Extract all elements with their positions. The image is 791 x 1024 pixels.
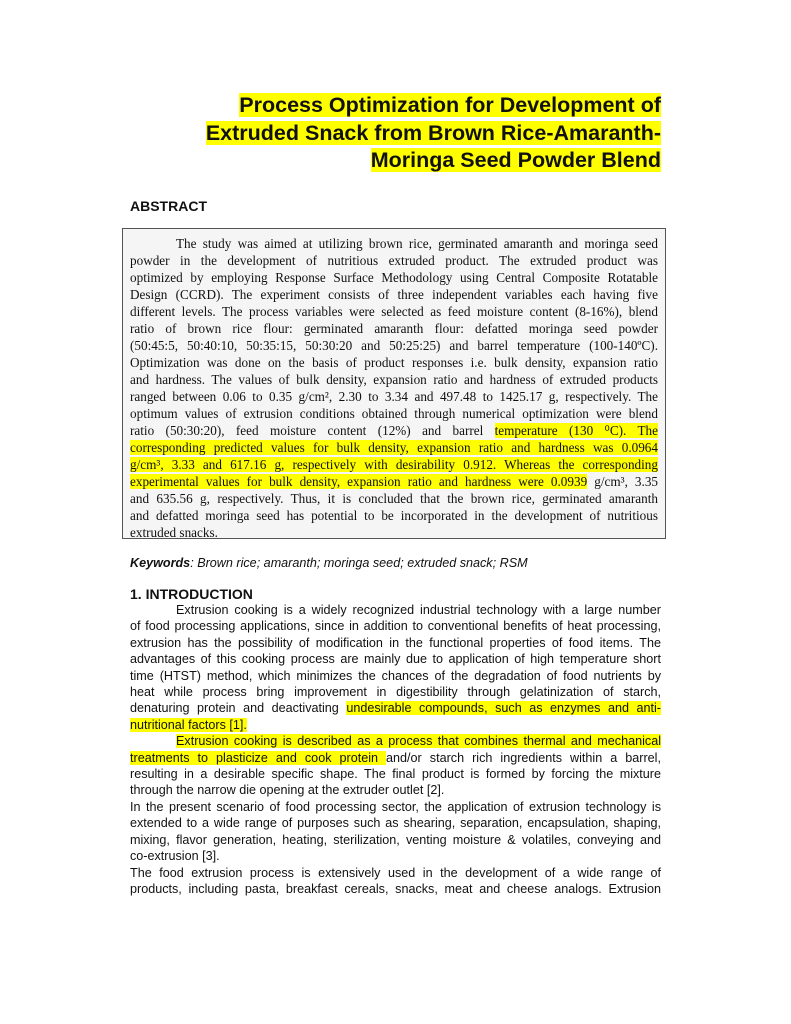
text-line	[130, 490, 658, 507]
introduction-body	[130, 602, 661, 897]
text-segment: time (HTST) method, which minimizes the chances of the degradation of food nutrients by	[130, 668, 661, 683]
text-line	[130, 618, 661, 634]
text-line	[130, 651, 661, 667]
text-line	[130, 635, 661, 651]
text-line	[130, 733, 661, 749]
text-segment: optimized by employing Response Surface Methodology using Central Composite Rotatable	[130, 270, 658, 285]
title-line: Moringa Seed Powder Blend	[370, 148, 661, 172]
text-segment: In the present scenario of food processing sector, the application of extrusion technology is	[130, 799, 661, 814]
text-line	[130, 354, 658, 371]
text-segment: The food extrusion process is extensively used in the development of a wide range of	[130, 865, 661, 880]
text-segment: ratio (50:30:20), feed moisture content (12%) and barrel	[130, 423, 495, 438]
text-segment: and defatted moringa seed has potential to be incorporated in the development of nutritious	[130, 508, 658, 523]
title-line: Extruded Snack from Brown Rice-Amaranth-	[205, 120, 661, 145]
text-line	[130, 668, 661, 684]
text-line	[130, 848, 661, 864]
abstract-heading: ABSTRACT	[130, 198, 207, 214]
text-line	[130, 405, 658, 422]
text-segment: and 635.56 g, respectively. Thus, it is concluded that the brown rice, germinated amaranth	[130, 491, 658, 506]
text-line	[130, 439, 658, 456]
text-line	[130, 235, 658, 252]
text-segment: resulting in a desirable specific shape. The final product is formed by forcing the mixture	[130, 767, 661, 782]
text-line	[130, 422, 658, 439]
text-segment: optimum values of extrusion conditions obtained through numerical optimization were blend	[130, 406, 658, 421]
text-line	[130, 717, 661, 733]
highlighted-text: undesirable compounds, such as enzymes and anti-	[346, 701, 661, 716]
text-segment: different levels. The process variables were selected as feed moisture content (8-16%), blend	[130, 304, 658, 319]
text-line	[130, 832, 661, 848]
text-line	[130, 684, 661, 700]
text-segment: ratio of brown rice flour: germinated amaranth flour: defatted moringa seed powder	[130, 321, 658, 336]
text-segment: extruded snacks.	[130, 525, 218, 540]
text-segment: of food processing applications, since in addition to conventional benefits of heat processing,	[130, 619, 661, 634]
text-line	[130, 269, 658, 286]
text-segment: co-extrusion [3].	[130, 849, 220, 864]
text-line	[130, 286, 658, 303]
text-segment: powder in the development of nutritious extruded product. The extruded product was	[130, 253, 658, 268]
text-segment: mixing, flavor generation, heating, sterilization, venting moisture & volatiles, conveying and	[130, 832, 661, 847]
text-segment: and hardness. The values of bulk density, expansion ratio and hardness of extruded products	[130, 372, 658, 387]
text-line	[130, 766, 661, 782]
text-segment: denaturing protein and deactivating	[130, 701, 347, 716]
paper-title	[181, 92, 661, 175]
highlighted-text: corresponding predicted values for bulk density, expansion ratio and hardness was 0.0964	[130, 440, 658, 455]
text-segment: The study was aimed at utilizing brown rice, germinated amaranth and moringa seed	[176, 236, 658, 251]
text-segment: and/or starch rich ingredients within a barrel,	[386, 750, 661, 765]
text-segment: Extrusion cooking is a widely recognized industrial technology with a large number	[176, 603, 661, 617]
text-segment: Optimization was done on the basis of product responses i.e. bulk density, expansion ratio	[130, 355, 658, 370]
text-segment: heat while process bring improvement in digestibility through gelatinization of starch,	[130, 685, 661, 700]
text-line	[130, 799, 661, 815]
abstract-box	[122, 228, 666, 539]
keywords-text: : Brown rice; amaranth; moringa seed; extruded snack; RSM	[190, 556, 528, 570]
text-segment: products, including pasta, breakfast cereals, snacks, meat and cheese analogs. Extrusion	[130, 881, 661, 896]
highlighted-text: g/cm³, 3.33 and 617.16 g, respectively with desirability 0.912. Whereas the corresponding	[130, 457, 658, 472]
highlighted-text: Extrusion cooking is described as a process that combines thermal and mechanical	[176, 734, 661, 749]
text-segment: ranged between 0.06 to 0.35 g/cm², 2.30 to 3.34 and 497.48 to 1425.17 g, respectively. The	[130, 389, 658, 404]
text-segment: extended to a wide range of purposes such as shearing, separation, encapsulation, shaping,	[130, 816, 661, 831]
text-segment: extrusion has the possibility of modification in the functional properties of food items. The	[130, 635, 661, 650]
text-line	[130, 782, 661, 798]
text-line	[130, 524, 658, 541]
highlighted-text: treatments to plasticize and cook protein	[130, 750, 387, 765]
highlighted-text: nutritional factors [1].	[130, 717, 247, 732]
text-line	[130, 750, 661, 766]
text-line	[130, 473, 658, 490]
text-segment: through the narrow die opening at the extruder outlet [2].	[130, 783, 445, 798]
keywords	[130, 556, 528, 570]
text-segment: Design (CCRD). The experiment consists of three independent variables each having five	[130, 287, 658, 302]
text-line	[130, 815, 661, 831]
text-line	[130, 507, 658, 524]
introduction-heading: 1. INTRODUCTION	[130, 586, 253, 602]
highlighted-text: temperature (130 ⁰C). The	[494, 423, 658, 438]
text-line	[130, 371, 658, 388]
text-segment: (50:45:5, 50:40:10, 50:35:15, 50:30:20 and 50:25:25) and barrel temperature (100-140ºC).	[130, 338, 658, 353]
text-line	[130, 602, 661, 618]
text-line	[130, 337, 658, 354]
text-line	[130, 303, 658, 320]
text-line	[130, 865, 661, 881]
highlighted-text: experimental values for bulk density, expansion ratio and hardness were 0.0939	[130, 474, 588, 489]
text-line	[130, 252, 658, 269]
text-line	[130, 881, 661, 897]
title-line: Process Optimization for Development of	[239, 93, 661, 117]
keywords-label: Keywords	[130, 556, 191, 570]
text-line	[130, 320, 658, 337]
text-line	[130, 456, 658, 473]
text-line	[130, 388, 658, 405]
text-segment: advantages of this cooking process are mainly due to application of high temperature short	[130, 652, 661, 667]
text-line	[130, 700, 661, 716]
text-segment: g/cm³, 3.35	[587, 474, 659, 489]
